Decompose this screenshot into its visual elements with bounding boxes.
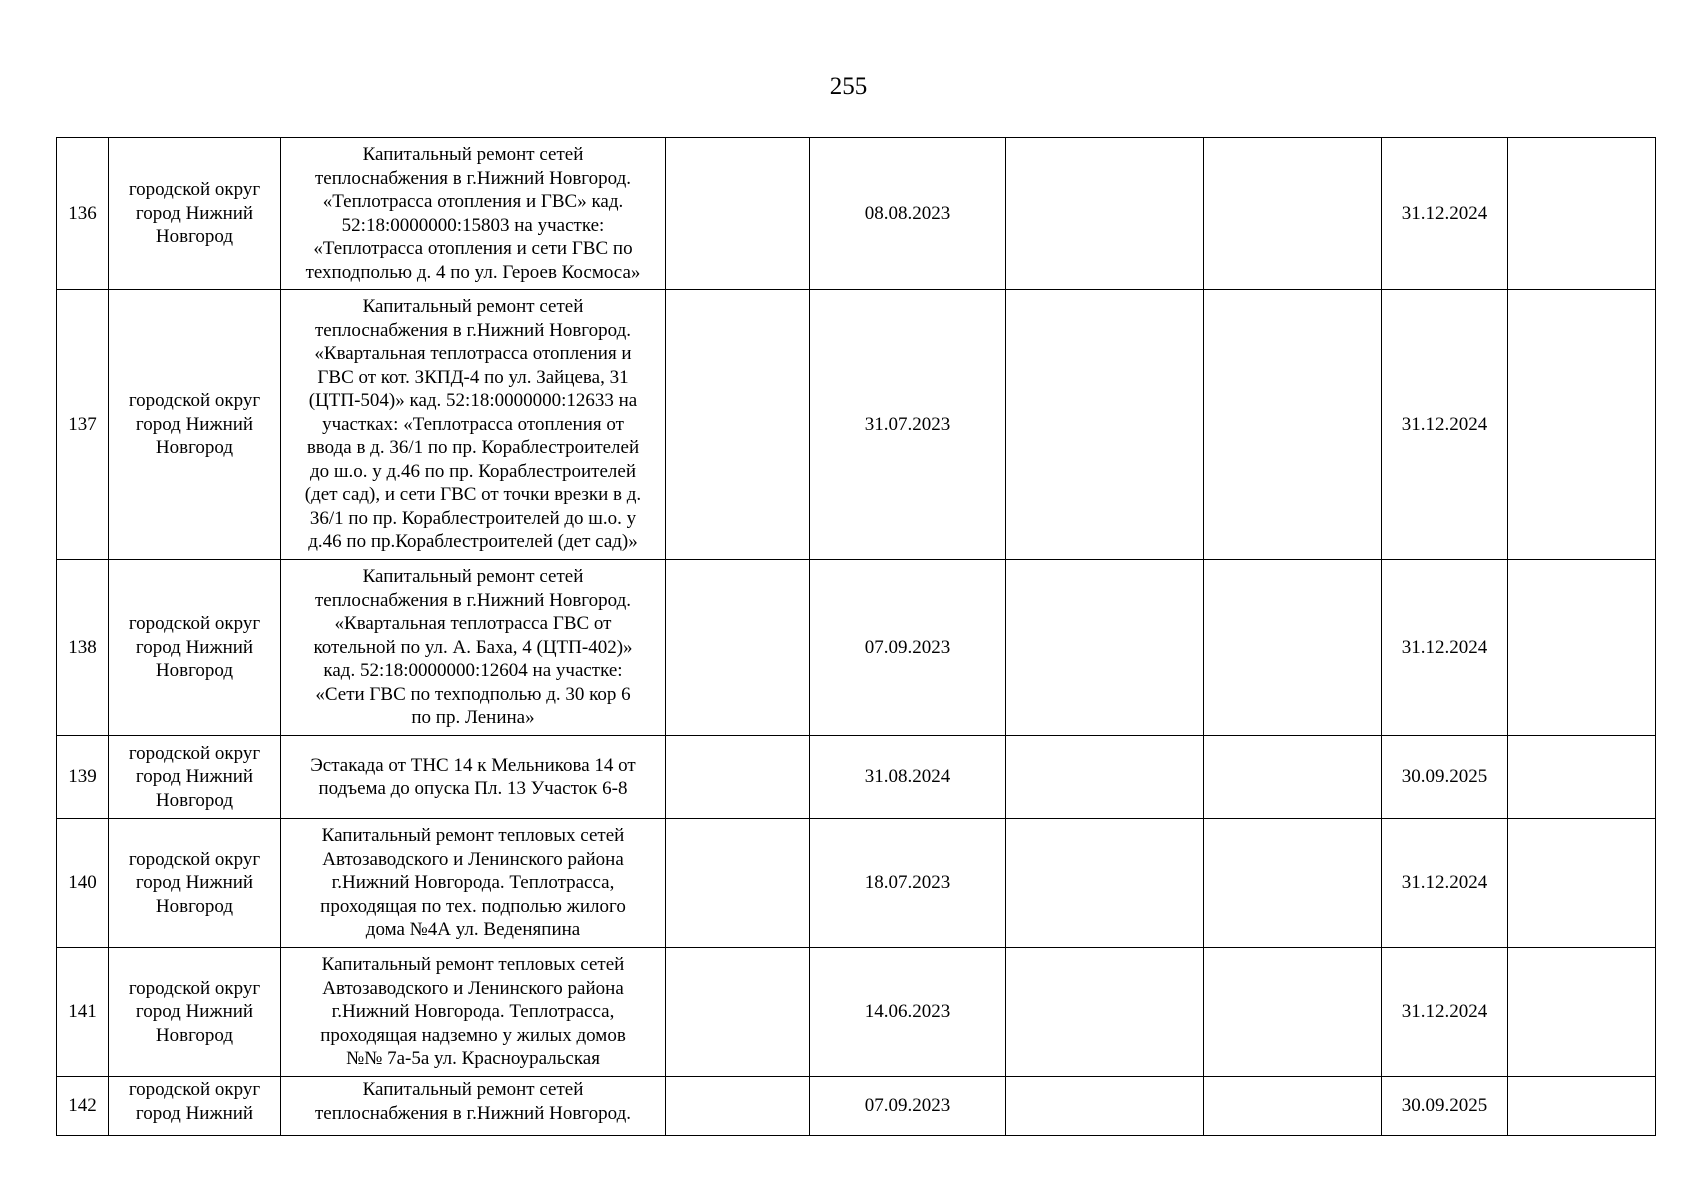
- row-number: 139: [57, 736, 109, 819]
- empty-cell: [1204, 290, 1382, 560]
- table-row: [57, 1077, 1656, 1136]
- empty-cell: [1508, 560, 1656, 736]
- start-date-cell: 14.06.2023: [810, 948, 1006, 1077]
- municipality-cell: городской округ город Нижний Новгород: [109, 290, 281, 560]
- municipality-cell: городской округ город Нижний Новгород: [109, 138, 281, 290]
- empty-cell: [666, 819, 810, 948]
- empty-cell: [1204, 948, 1382, 1077]
- end-date-cell: 31.12.2024: [1382, 138, 1508, 290]
- object-description-cell-partial: [281, 1077, 666, 1136]
- end-date-cell: 31.12.2024: [1382, 290, 1508, 560]
- start-date-cell: 07.09.2023: [810, 560, 1006, 736]
- end-date-cell: 30.09.2025: [1382, 736, 1508, 819]
- empty-cell: [1508, 1077, 1656, 1136]
- table-row: [57, 138, 1656, 290]
- row-number: 136: [57, 138, 109, 290]
- empty-cell: [1006, 1077, 1204, 1136]
- object-description-cell: Капитальный ремонт сетей теплоснабжения в г.Нижний Новгород. «Квартальная теплотрасса ГВС от котельной по ул. А. Баха, 4 (ЦТП-402)» кад. 52:18:0000000:12604 на участке: «Сети ГВС по техподполью д. 30 кор 6 по пр. Ленина»: [281, 560, 666, 736]
- registry-table: [56, 137, 1656, 1136]
- empty-cell: [666, 948, 810, 1077]
- start-date-cell: 18.07.2023: [810, 819, 1006, 948]
- empty-cell: [1508, 138, 1656, 290]
- table-row: [57, 819, 1656, 948]
- empty-cell: [1508, 948, 1656, 1077]
- municipality-cell: городской округ город Нижний Новгород: [109, 948, 281, 1077]
- start-date-cell: 31.07.2023: [810, 290, 1006, 560]
- table-row: [57, 560, 1656, 736]
- empty-cell: [1006, 736, 1204, 819]
- empty-cell: [666, 1077, 810, 1136]
- end-date-cell: 30.09.2025: [1382, 1077, 1508, 1136]
- empty-cell: [666, 560, 810, 736]
- empty-cell: [1006, 819, 1204, 948]
- start-date-cell: 31.08.2024: [810, 736, 1006, 819]
- empty-cell: [1006, 138, 1204, 290]
- table-row: [57, 948, 1656, 1077]
- object-description-cell: Капитальный ремонт тепловых сетей Автозаводского и Ленинского района г.Нижний Новгорода. Теплотрасса, проходящая по тех. подполью жилого дома №4А ул. Веденяпина: [281, 819, 666, 948]
- municipality-text: городской округ город Нижний: [128, 1079, 261, 1124]
- start-date-cell: 08.08.2023: [810, 138, 1006, 290]
- empty-cell: [666, 138, 810, 290]
- empty-cell: [1204, 138, 1382, 290]
- table-row: [57, 290, 1656, 560]
- empty-cell: [666, 290, 810, 560]
- end-date-cell: 31.12.2024: [1382, 819, 1508, 948]
- municipality-cell: городской округ город Нижний Новгород: [109, 560, 281, 736]
- empty-cell: [1006, 560, 1204, 736]
- object-description-text: Капитальный ремонт сетей теплоснабжения в г.Нижний Новгород.: [315, 1079, 631, 1124]
- row-number: 138: [57, 560, 109, 736]
- empty-cell: [1006, 948, 1204, 1077]
- page-number: 255: [829, 73, 868, 100]
- empty-cell: [666, 736, 810, 819]
- object-description-cell: Эстакада от ТНС 14 к Мельникова 14 от подъема до опуска Пл. 13 Участок 6-8: [281, 736, 666, 819]
- row-number: 142: [57, 1077, 109, 1136]
- row-number: 141: [57, 948, 109, 1077]
- empty-cell: [1204, 819, 1382, 948]
- row-number: 140: [57, 819, 109, 948]
- empty-cell: [1508, 736, 1656, 819]
- table-row: [57, 736, 1656, 819]
- empty-cell: [1204, 1077, 1382, 1136]
- municipality-cell: городской округ город Нижний Новгород: [109, 819, 281, 948]
- municipality-cell-partial: [109, 1077, 281, 1136]
- empty-cell: [1204, 736, 1382, 819]
- start-date-cell: 07.09.2023: [810, 1077, 1006, 1136]
- object-description-cell: Капитальный ремонт сетей теплоснабжения в г.Нижний Новгород. «Квартальная теплотрасса отопления и ГВС от кот. ЗКПД-4 по ул. Зайцева, 31 (ЦТП-504)» кад. 52:18:0000000:12633 на участках: «Теплотрасса отопления от ввода в д. 36/1 по пр. Кораблестроителей до ш.о. у д.46 по пр. Кораблестроителей (дет сад), и сети ГВС от точки врезки в д. 36/1 по пр. Кораблестроителей до ш.о. у д.46 по пр.Кораблестроителей (дет сад)»: [281, 290, 666, 560]
- empty-cell: [1508, 819, 1656, 948]
- empty-cell: [1508, 290, 1656, 560]
- empty-cell: [1204, 560, 1382, 736]
- municipality-cell: городской округ город Нижний Новгород: [109, 736, 281, 819]
- end-date-cell: 31.12.2024: [1382, 560, 1508, 736]
- object-description-cell: Капитальный ремонт тепловых сетей Автозаводского и Ленинского района г.Нижний Новгорода. Теплотрасса, проходящая надземно у жилых домов №№ 7а-5а ул. Красноуральская: [281, 948, 666, 1077]
- end-date-cell: 31.12.2024: [1382, 948, 1508, 1077]
- row-number: 137: [57, 290, 109, 560]
- empty-cell: [1006, 290, 1204, 560]
- object-description-cell: Капитальный ремонт сетей теплоснабжения в г.Нижний Новгород. «Теплотрасса отопления и ГВС» кад. 52:18:0000000:15803 на участке: «Теплотрасса отопления и сети ГВС по техподполью д. 4 по ул. Героев Космоса»: [281, 138, 666, 290]
